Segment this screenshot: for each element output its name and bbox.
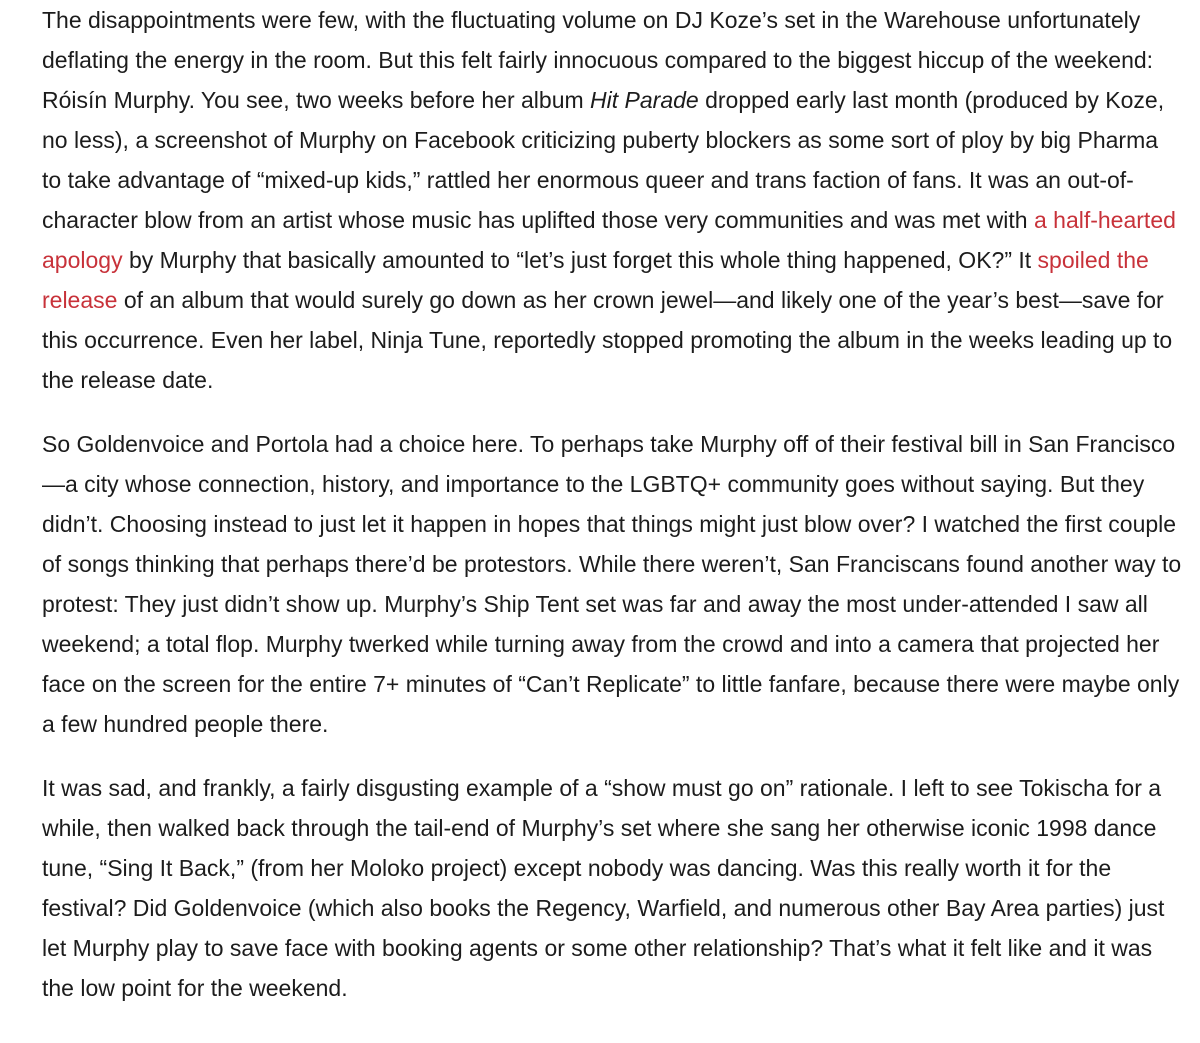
spoiled-release-link[interactable]: spoiled the release — [42, 247, 1149, 313]
apology-link[interactable]: a half-hearted apology — [42, 207, 1176, 273]
paragraph-1-text-c: by Murphy that basically amounted to “let’s just forget this whole thing happened, OK?” It — [122, 247, 1038, 273]
paragraph-1-text-d: of an album that would surely go down as her crown jewel—and likely one of the year’s best—save for this occurrence. Even her label, Ninja Tune, reportedly stopped promoting the album in the weeks leading up to the release date. — [42, 287, 1173, 393]
paragraph-1 — [42, 0, 1182, 400]
paragraph-2: So Goldenvoice and Portola had a choice here. To perhaps take Murphy off of their festival bill in San Francisco—a city whose connection, history, and importance to the LGBTQ+ community goes without saying. But they didn’t. Choosing instead to just let it happen in hopes that things might just blow over? I watched the first couple of songs thinking that perhaps there’d be protestors. While there weren’t, San Franciscans found another way to protest: They just didn’t show up. Murphy’s Ship Tent set was far and away the most under-attended I saw all weekend; a total flop. Murphy twerked while turning away from the crowd and into a camera that projected her face on the screen for the entire 7+ minutes of “Can’t Replicate” to little fanfare, because there were maybe only a few hundred people there. — [42, 431, 1182, 737]
paragraph-1-text-b: dropped early last month (produced by Koze, no less), a screenshot of Murphy on Facebook criticizing puberty blockers as some sort of ploy by big Pharma to take advantage of “mixed-up kids,” rattled her enormous queer and trans faction of fans. It was an out-of-character blow from an artist whose music has uplifted those very communities and was met with — [42, 87, 1165, 233]
album-title: Hit Parade — [590, 87, 699, 113]
paragraph-1-text-a: The disappointments were few, with the fluctuating volume on DJ Koze’s set in the Warehouse unfortunately deflating the energy in the room. But this felt fairly innocuous compared to the biggest hiccup of the weekend: Róisín Murphy. You see, two weeks before her album — [42, 7, 1154, 113]
article-body — [42, 0, 1182, 1008]
paragraph-3: It was sad, and frankly, a fairly disgusting example of a “show must go on” rationale. I left to see Tokischa for a while, then walked back through the tail-end of Murphy’s set where she sang her otherwise iconic 1998 dance tune, “Sing It Back,” (from her Moloko project) except nobody was dancing. Was this really worth it for the festival? Did Goldenvoice (which also books the Regency, Warfield, and numerous other Bay Area parties) just let Murphy play to save face with booking agents or some other relationship? That’s what it felt like and it was the low point for the weekend. — [42, 775, 1165, 1001]
